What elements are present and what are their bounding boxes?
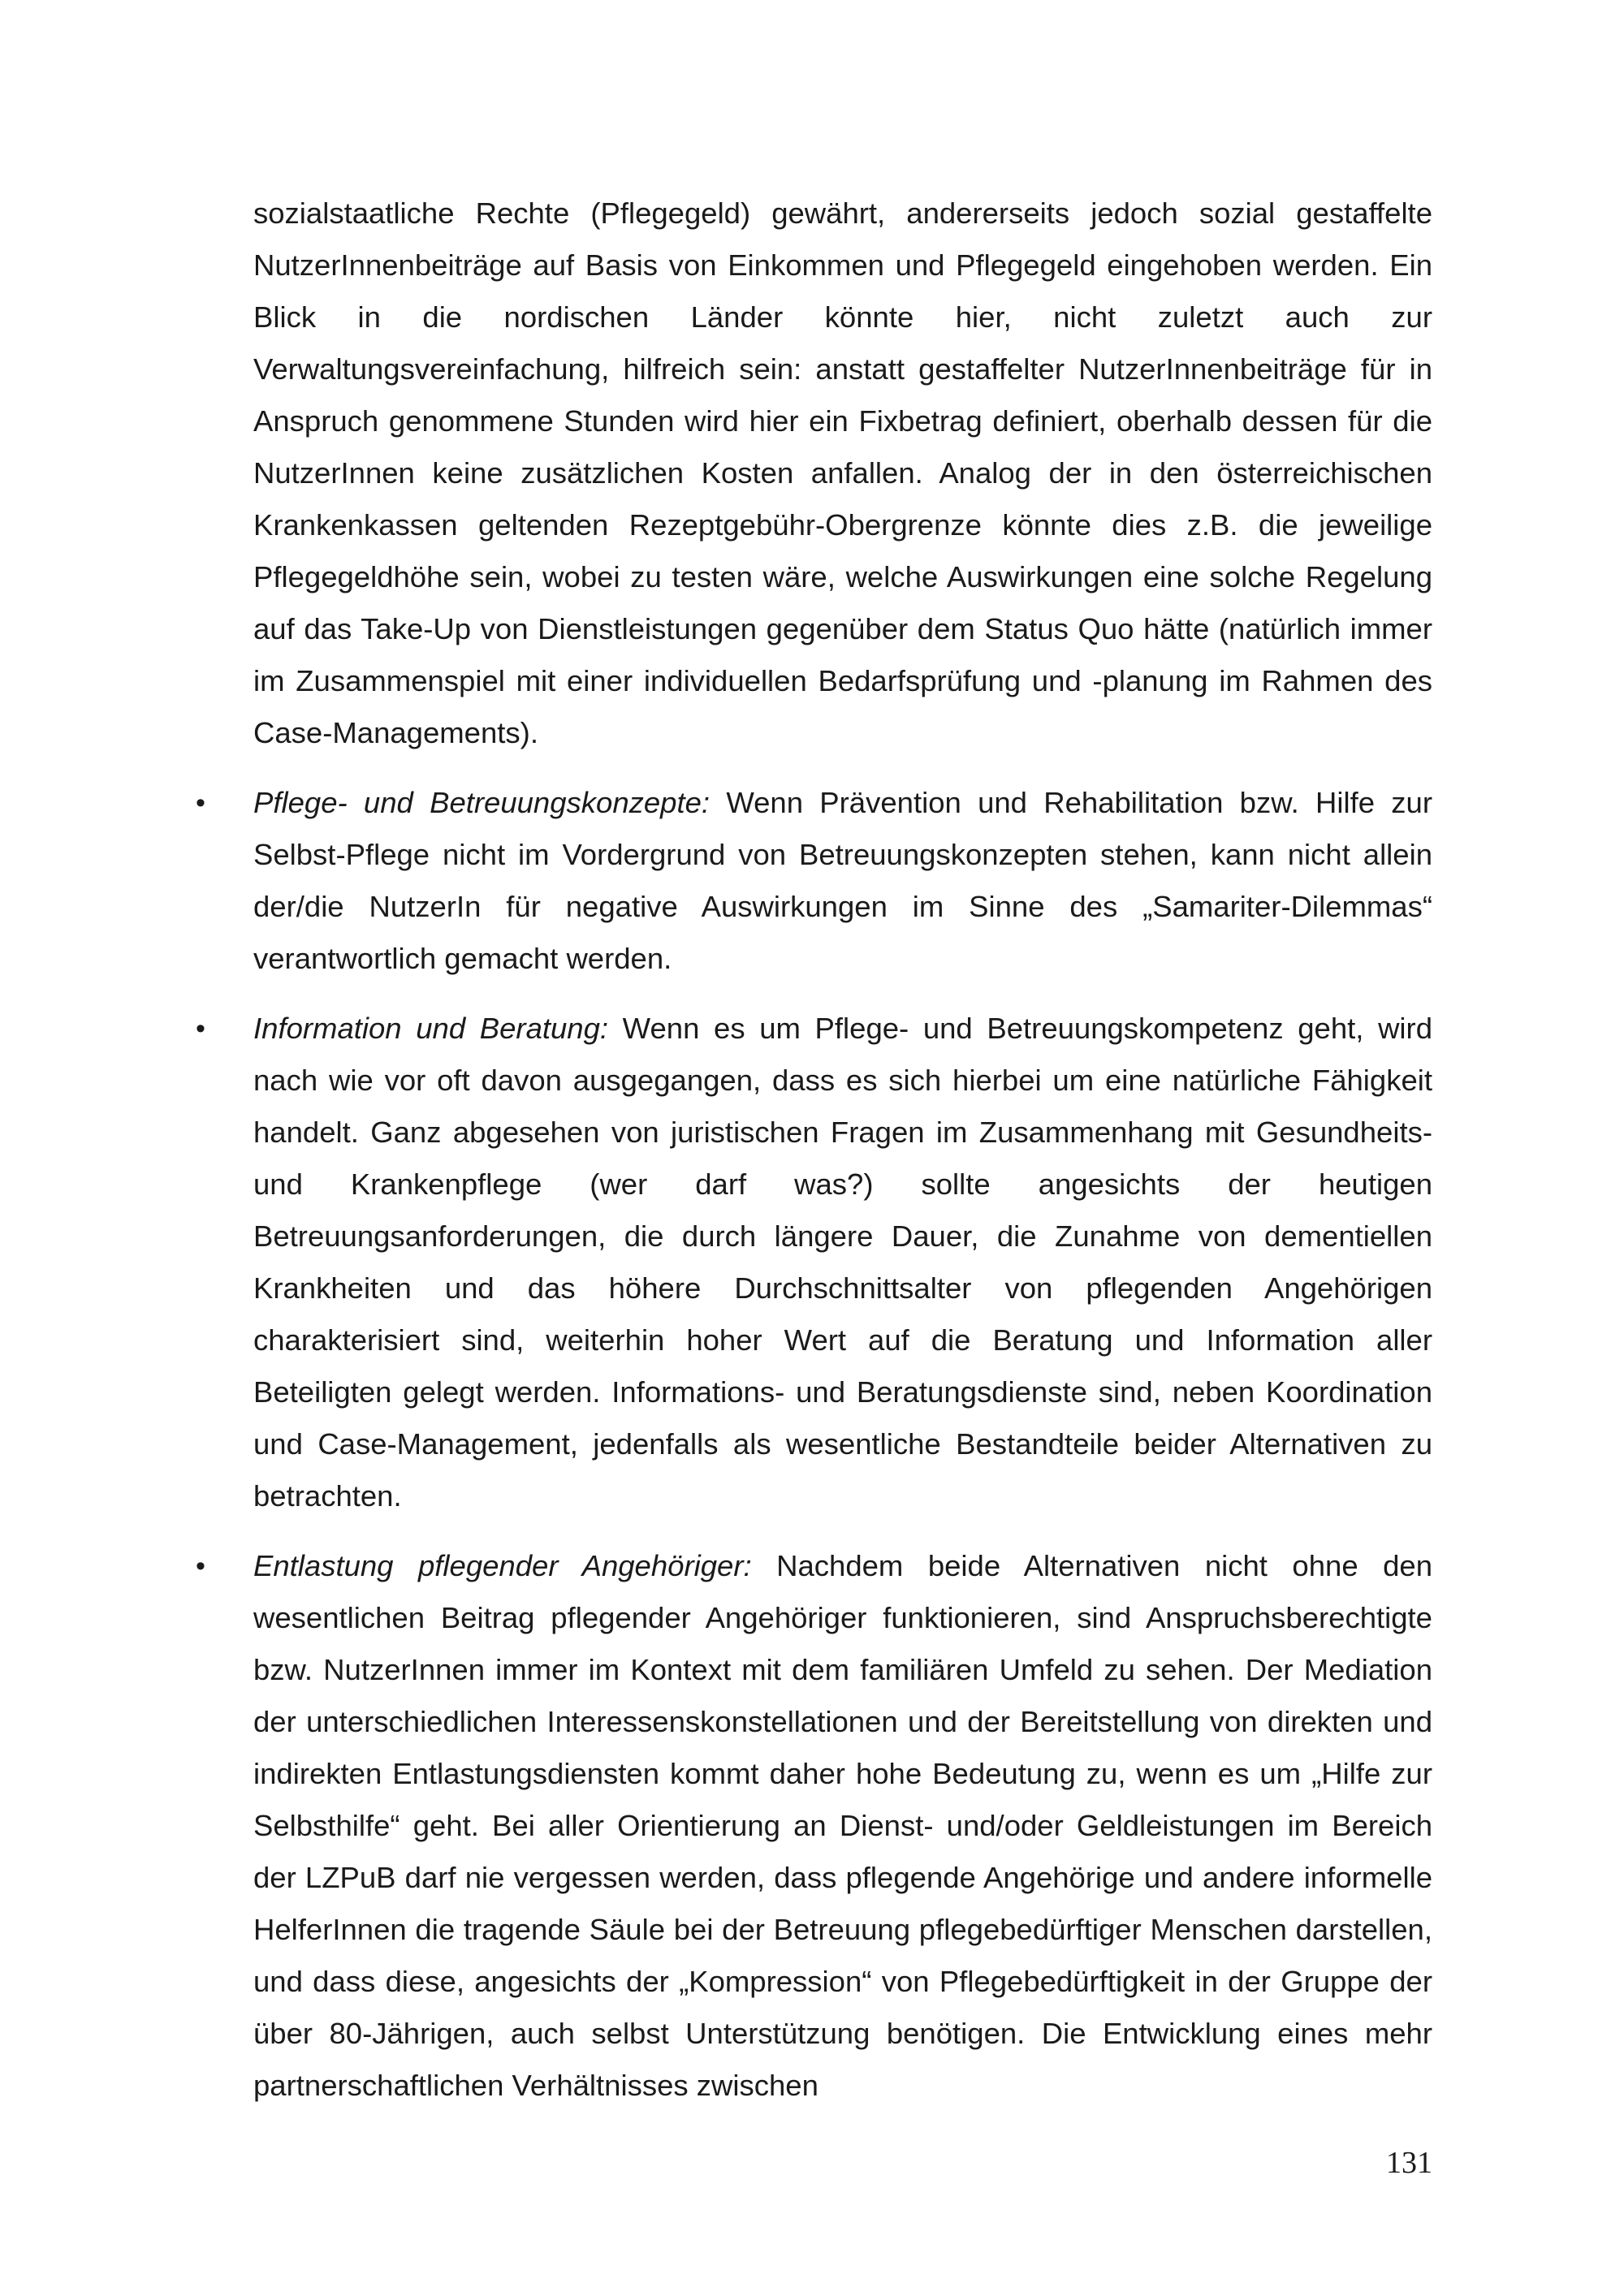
- list-item-term: Entlastung pflegender Angehöriger:: [253, 1549, 752, 1582]
- list-item-entlastung-angehoeriger: [196, 1540, 1433, 2112]
- bullet-icon: •: [196, 1551, 205, 1582]
- bullet-list: [196, 777, 1433, 2112]
- list-item-term: Information und Beratung:: [253, 1012, 609, 1045]
- list-item-text: Nachdem beide Alternativen nicht ohne den wesentlichen Beitrag pflegender Angehöriger funktionieren, sind Anspruchsberechtigte bzw. NutzerInnen immer im Kontext mit dem familiären Umfeld zu sehen. Der Mediation der unterschiedlichen Interessenskonstellationen und der Bereitstellung von direkten und indirekten Entlastungsdiensten kommt daher hohe Bedeutung zu, wenn es um „Hilfe zur Selbsthilfe“ geht. Bei aller Orientierung an Dienst- und/oder Geldleistungen im Bereich der LZPuB darf nie vergessen werden, dass pflegende Angehörige und andere informelle HelferInnen die tragende Säule bei der Betreuung pflegebedürftiger Menschen darstellen, und dass diese, angesichts der „Kompression“ von Pflegebedürftigkeit in der Gruppe der über 80-Jährigen, auch selbst Unterstützung benötigen. Die Entwicklung eines mehr partnerschaftlichen Verhältnisses zwischen: [253, 1549, 1433, 2102]
- body-text: [196, 188, 1433, 2130]
- list-item-information-beratung: [196, 1003, 1432, 1522]
- list-item-term: Pflege- und Betreuungskonzepte:: [253, 786, 710, 819]
- bullet-icon: •: [196, 1013, 205, 1044]
- intro-paragraph: sozialstaatliche Rechte (Pflegegeld) gewährt, andererseits jedoch sozial gestaffelte NutzerInnenbeiträge auf Basis von Einkommen und Pflegegeld eingehoben werden. Ein Blick in die nordischen Länder könnte hier, nicht zuletzt auch zur Verwaltungsvereinfachung, hilfreich sein: anstatt gestaffelter NutzerInnenbeiträge für in Anspruch genommene Stunden wird hier ein Fixbetrag definiert, oberhalb dessen für die NutzerInnen keine zusätzlichen Kosten anfallen. Analog der in den österreichischen Krankenkassen geltenden Rezeptgebühr-Obergrenze könnte dies z.B. die jeweilige Pflegegeldhöhe sein, wobei zu testen wäre, welche Auswirkungen eine solche Regelung auf das Take-Up von Dienstleistungen gegenüber dem Status Quo hätte (natürlich immer im Zusammenspiel mit einer individuellen Bedarfsprüfung und -planung im Rahmen des Case-Managements).: [253, 196, 1432, 749]
- bullet-icon: •: [196, 788, 205, 818]
- list-item-pflege-betreuungskonzepte: [196, 777, 1432, 985]
- list-item-text: Wenn Prävention und Rehabilitation bzw. Hilfe zur Selbst-Pflege nicht im Vordergrund von Betreuungskonzepten stehen, kann nicht allein der/die NutzerIn für negative Auswirkungen im Sinne des „Samariter-Dilemmas“ verantwortlich gemacht werden.: [253, 786, 1432, 975]
- list-item-text: Wenn es um Pflege- und Betreuungskompetenz geht, wird nach wie vor oft davon ausgegangen, dass es sich hierbei um eine natürliche Fähigkeit handelt. Ganz abgesehen von juristischen Fragen im Zusammenhang mit Gesundheits- und Krankenpflege (wer darf was?) sollte angesichts der heutigen Betreuungsanforderungen, die durch längere Dauer, die Zunahme von dementiellen Krankheiten und das höhere Durchschnittsalter von pflegenden Angehörigen charakterisiert sind, weiterhin hoher Wert auf die Beratung und Information aller Beteiligten gelegt werden. Informations- und Beratungsdienste sind, neben Koordination und Case-Management, jedenfalls als wesentliche Bestandteile beider Alternativen zu betrachten.: [253, 1012, 1432, 1513]
- page-number: 131: [1386, 2146, 1432, 2180]
